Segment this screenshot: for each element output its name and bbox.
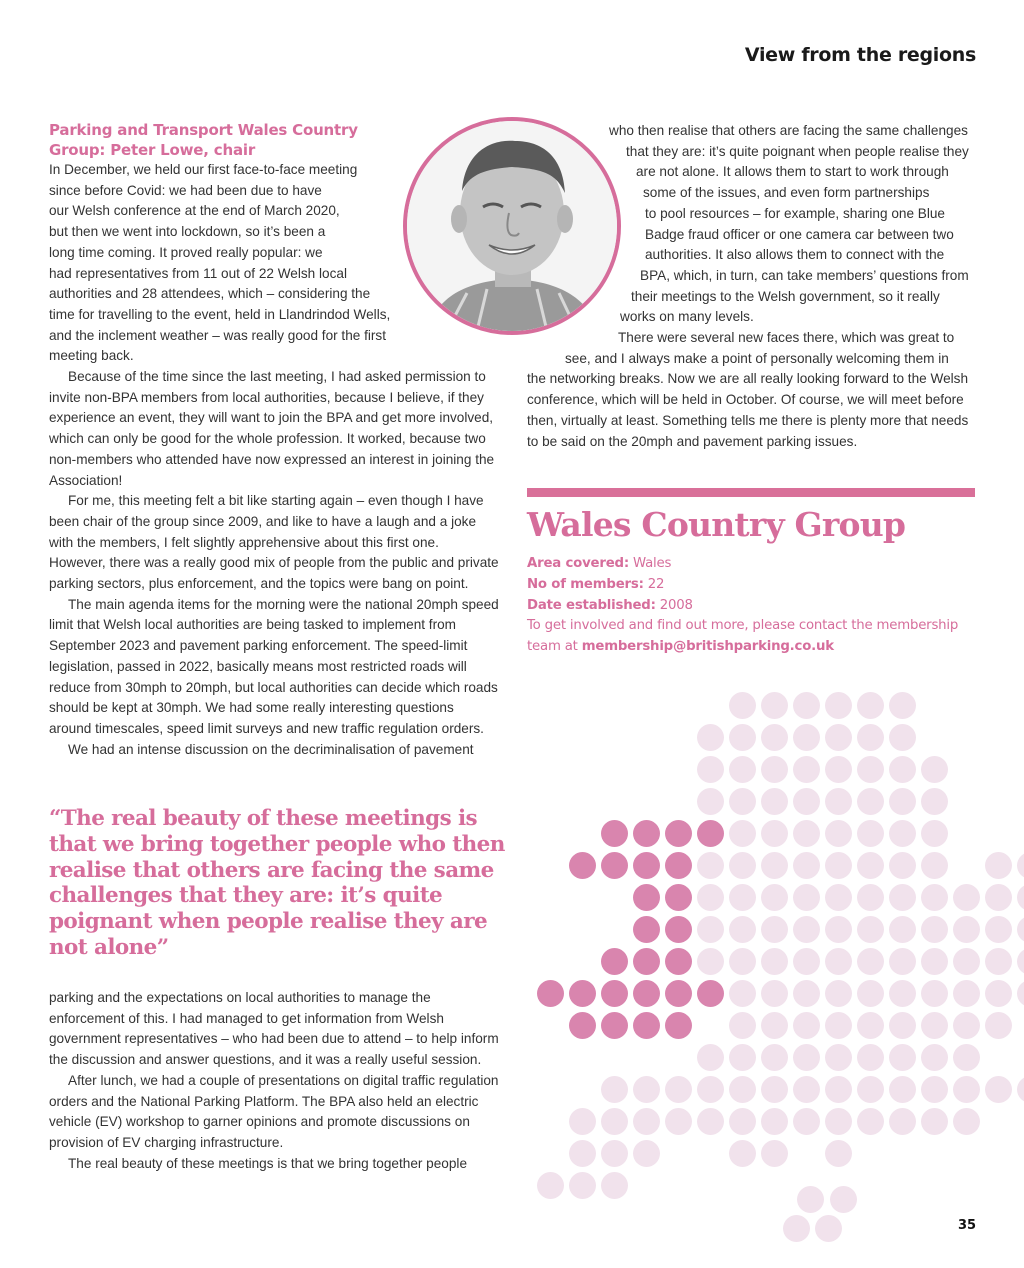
contact-line: team at membership@britishparking.co.uk bbox=[527, 639, 834, 655]
light-dot bbox=[1017, 948, 1024, 975]
light-dot bbox=[697, 884, 724, 911]
text-line: long time coming. It proved really popular: we bbox=[49, 244, 323, 260]
dark-dot bbox=[665, 852, 692, 879]
light-dot bbox=[1017, 916, 1024, 943]
light-dot bbox=[697, 756, 724, 783]
dark-dot bbox=[601, 820, 628, 847]
text-line: then, virtually at least. Something tells me there is plenty more that needs bbox=[527, 412, 969, 428]
light-dot bbox=[857, 948, 884, 975]
dark-dot bbox=[697, 820, 724, 847]
light-dot bbox=[985, 1012, 1012, 1039]
contact-text: To get involved and find out more, please contact the membership bbox=[527, 618, 959, 634]
light-dot bbox=[921, 1076, 948, 1103]
light-dot bbox=[889, 1012, 916, 1039]
article-left-column-continued bbox=[49, 988, 499, 1174]
light-dot bbox=[697, 1076, 724, 1103]
light-dot bbox=[985, 852, 1012, 879]
text-line: to pool resources – for example, sharing one Blue bbox=[645, 205, 945, 221]
light-dot bbox=[1017, 852, 1024, 879]
light-dot bbox=[793, 916, 820, 943]
light-dot bbox=[729, 916, 756, 943]
light-dot bbox=[921, 1044, 948, 1071]
light-dot bbox=[889, 852, 916, 879]
light-dot bbox=[729, 1108, 756, 1135]
light-dot bbox=[793, 1108, 820, 1135]
light-dot bbox=[825, 724, 852, 751]
dark-dot bbox=[569, 980, 596, 1007]
text-line: meeting back. bbox=[49, 348, 134, 364]
light-dot bbox=[921, 788, 948, 815]
text-line: their meetings to the Welsh government, so it really bbox=[631, 288, 940, 304]
light-dot bbox=[793, 756, 820, 783]
paragraph: The real beauty of these meetings is that we bring together people bbox=[68, 1155, 467, 1171]
light-dot bbox=[1017, 1076, 1024, 1103]
light-dot bbox=[1017, 980, 1024, 1007]
light-dot bbox=[761, 756, 788, 783]
text-line: authorities and 28 attendees, which – considering the bbox=[49, 286, 371, 302]
light-dot bbox=[601, 1076, 628, 1103]
light-dot bbox=[601, 1172, 628, 1199]
light-dot bbox=[761, 1108, 788, 1135]
light-dot bbox=[761, 820, 788, 847]
membership-email-link[interactable]: membership@britishparking.co.uk bbox=[581, 639, 834, 655]
light-dot bbox=[761, 916, 788, 943]
light-dot bbox=[825, 1044, 852, 1071]
text-line: time for travelling to the event, held in Llandrindod Wells, bbox=[49, 306, 391, 322]
paragraph: We had an intense discussion on the decriminalisation of pavement bbox=[68, 741, 474, 757]
light-dot bbox=[857, 916, 884, 943]
dark-dot bbox=[665, 884, 692, 911]
light-dot bbox=[569, 1140, 596, 1167]
light-dot bbox=[921, 1012, 948, 1039]
light-dot bbox=[985, 884, 1012, 911]
light-dot bbox=[889, 1108, 916, 1135]
light-dot bbox=[921, 756, 948, 783]
light-dot bbox=[633, 1108, 660, 1135]
light-dot bbox=[729, 1012, 756, 1039]
light-dot bbox=[953, 884, 980, 911]
light-dot bbox=[793, 724, 820, 751]
light-dot bbox=[793, 1044, 820, 1071]
light-dot bbox=[697, 1044, 724, 1071]
page-number: 35 bbox=[958, 1218, 977, 1233]
info-box-title: Wales Country Group bbox=[527, 505, 906, 544]
light-dot bbox=[761, 980, 788, 1007]
pull-quote: “The real beauty of these meetings is that we bring together people who then realise that others are facing the same challenges that they are: it’s quite poignant when people realise they are not alone” bbox=[49, 806, 505, 960]
light-dot bbox=[761, 1076, 788, 1103]
light-dot bbox=[729, 692, 756, 719]
text-line: the networking breaks. Now we are all really looking forward to the Welsh bbox=[527, 371, 969, 387]
light-dot bbox=[761, 852, 788, 879]
dark-dot bbox=[697, 980, 724, 1007]
light-dot bbox=[921, 948, 948, 975]
text-line: and the inclement weather – was really good for the first bbox=[49, 327, 387, 343]
text-line: see, and I always make a point of personally welcoming them in bbox=[565, 350, 949, 366]
paragraph: After lunch, we had a couple of presentations on digital traffic regulation orders and the National Parking Platform. The BPA also held an electric vehicle (EV) workshop to garner opinions and promote discussions on provision of EV charging infrastructure. bbox=[49, 1072, 499, 1150]
dark-dot bbox=[665, 820, 692, 847]
text-line: since before Covid: we had been due to have bbox=[49, 182, 322, 198]
light-dot bbox=[825, 980, 852, 1007]
light-dot bbox=[921, 980, 948, 1007]
light-dot bbox=[665, 1076, 692, 1103]
light-dot bbox=[793, 884, 820, 911]
light-dot bbox=[761, 1044, 788, 1071]
light-dot bbox=[825, 948, 852, 975]
light-dot bbox=[857, 788, 884, 815]
light-dot bbox=[697, 948, 724, 975]
dark-dot bbox=[633, 916, 660, 943]
dark-dot bbox=[665, 980, 692, 1007]
dark-dot bbox=[537, 980, 564, 1007]
dark-dot bbox=[633, 980, 660, 1007]
light-dot bbox=[857, 1012, 884, 1039]
light-dot bbox=[953, 948, 980, 975]
dark-dot bbox=[665, 1012, 692, 1039]
light-dot bbox=[761, 948, 788, 975]
text-line: our Welsh conference at the end of March 2020, bbox=[49, 203, 340, 219]
paragraph: Because of the time since the last meeting, I had asked permission to invite non-BPA members from local authorities, because I believe, if they experience an event, they will want to join the BPA and get more involved, which can only be good for the whole profession. It worked, because two non-members who attended have now expressed an interest in joining the Association! bbox=[49, 369, 495, 488]
light-dot bbox=[857, 724, 884, 751]
info-box-facts bbox=[527, 554, 977, 658]
light-dot bbox=[793, 948, 820, 975]
text-line: to be said on the 20mph and pavement parking issues. bbox=[527, 433, 858, 449]
light-dot bbox=[825, 852, 852, 879]
text-line: There were several new faces there, which was great to bbox=[618, 330, 955, 346]
light-dot bbox=[889, 884, 916, 911]
article-right-column bbox=[527, 121, 977, 452]
light-dot bbox=[761, 788, 788, 815]
light-dot bbox=[729, 756, 756, 783]
light-dot bbox=[985, 980, 1012, 1007]
light-dot bbox=[761, 724, 788, 751]
light-dot bbox=[953, 980, 980, 1007]
light-dot bbox=[825, 692, 852, 719]
text-line: but then we went into lockdown, so it’s been a bbox=[49, 224, 326, 240]
light-dot bbox=[729, 724, 756, 751]
light-dot bbox=[729, 1044, 756, 1071]
text-line: conference, which will be held in October. Of course, we will meet before bbox=[527, 392, 964, 408]
light-dot bbox=[793, 820, 820, 847]
light-dot bbox=[569, 1172, 596, 1199]
dark-dot bbox=[601, 980, 628, 1007]
fact-members: No of members: 22 bbox=[527, 576, 665, 592]
light-dot bbox=[889, 1076, 916, 1103]
dark-dot bbox=[601, 948, 628, 975]
light-dot bbox=[857, 884, 884, 911]
paragraph: The main agenda items for the morning were the national 20mph speed limit that Welsh local authorities are being tasked to implement from September 2023 and pavement parking enforcement. The speed-limit legislation, passed in 2022, basically means most restricted roads will reduce from 30mph to 20mph, but local authorities can decide which roads should be kept at 30mph. We had some really interesting questions around timescales, speed limit surveys and new traffic regulation orders. bbox=[49, 596, 499, 736]
light-dot bbox=[665, 1108, 692, 1135]
text-line: that they are: it’s quite poignant when people realise they bbox=[626, 143, 969, 159]
light-dot bbox=[825, 756, 852, 783]
light-dot bbox=[857, 1108, 884, 1135]
light-dot bbox=[793, 1012, 820, 1039]
fact-date-established: Date established: 2008 bbox=[527, 597, 693, 613]
light-dot bbox=[697, 1108, 724, 1135]
light-dot bbox=[729, 948, 756, 975]
light-dot bbox=[729, 1140, 756, 1167]
light-dot bbox=[985, 1076, 1012, 1103]
light-dot bbox=[921, 820, 948, 847]
light-dot bbox=[985, 916, 1012, 943]
light-dot bbox=[830, 1186, 857, 1213]
light-dot bbox=[697, 916, 724, 943]
light-dot bbox=[921, 884, 948, 911]
light-dot bbox=[825, 788, 852, 815]
text-line: authorities. It also allows them to connect with the bbox=[645, 247, 945, 263]
light-dot bbox=[797, 1186, 824, 1213]
dark-dot bbox=[633, 1012, 660, 1039]
dark-dot bbox=[569, 1012, 596, 1039]
light-dot bbox=[889, 916, 916, 943]
paragraph: For me, this meeting felt a bit like starting again – even though I have been chair of the group since 2009, and like to have a laugh and a joke with the members, I felt slightly apprehensive about this first one. However, there was a really good mix of people from the public and private parking sectors, plus enforcement, and the topics were bang on point. bbox=[49, 493, 499, 592]
light-dot bbox=[889, 820, 916, 847]
light-dot bbox=[793, 1076, 820, 1103]
light-dot bbox=[793, 852, 820, 879]
light-dot bbox=[793, 788, 820, 815]
light-dot bbox=[601, 1108, 628, 1135]
light-dot bbox=[815, 1215, 842, 1242]
light-dot bbox=[729, 980, 756, 1007]
light-dot bbox=[697, 852, 724, 879]
dark-dot bbox=[633, 948, 660, 975]
light-dot bbox=[857, 852, 884, 879]
light-dot bbox=[729, 820, 756, 847]
light-dot bbox=[697, 788, 724, 815]
light-dot bbox=[633, 1076, 660, 1103]
light-dot bbox=[953, 916, 980, 943]
text-line: Badge fraud officer or one camera car between two bbox=[645, 226, 954, 242]
light-dot bbox=[889, 788, 916, 815]
text-line: are not alone. It allows them to start to work through bbox=[636, 164, 949, 180]
section-title: View from the regions bbox=[744, 44, 976, 66]
light-dot bbox=[825, 1108, 852, 1135]
light-dot bbox=[825, 916, 852, 943]
dark-dot bbox=[569, 852, 596, 879]
fact-area-covered: Area covered: Wales bbox=[527, 556, 672, 571]
light-dot bbox=[761, 692, 788, 719]
light-dot bbox=[825, 1012, 852, 1039]
light-dot bbox=[825, 820, 852, 847]
dark-dot bbox=[665, 948, 692, 975]
light-dot bbox=[569, 1108, 596, 1135]
light-dot bbox=[953, 1044, 980, 1071]
light-dot bbox=[825, 1140, 852, 1167]
light-dot bbox=[1017, 884, 1024, 911]
light-dot bbox=[953, 1012, 980, 1039]
dark-dot bbox=[633, 884, 660, 911]
dark-dot bbox=[601, 852, 628, 879]
light-dot bbox=[857, 980, 884, 1007]
light-dot bbox=[921, 916, 948, 943]
light-dot bbox=[857, 1044, 884, 1071]
light-dot bbox=[825, 884, 852, 911]
light-dot bbox=[761, 1140, 788, 1167]
text-line: who then realise that others are facing the same challenges bbox=[609, 123, 968, 138]
light-dot bbox=[889, 980, 916, 1007]
paragraph: parking and the expectations on local authorities to manage the enforcement of this. I had managed to get information from Welsh government representatives – who had been due to attend – to help inform the discussion and answer questions, and it was a really useful session. bbox=[49, 990, 499, 1068]
light-dot bbox=[889, 1044, 916, 1071]
light-dot bbox=[857, 820, 884, 847]
light-dot bbox=[761, 884, 788, 911]
light-dot bbox=[889, 692, 916, 719]
light-dot bbox=[857, 1076, 884, 1103]
light-dot bbox=[793, 692, 820, 719]
light-dot bbox=[537, 1172, 564, 1199]
light-dot bbox=[633, 1140, 660, 1167]
light-dot bbox=[953, 1108, 980, 1135]
dark-dot bbox=[665, 916, 692, 943]
light-dot bbox=[729, 788, 756, 815]
light-dot bbox=[697, 724, 724, 751]
light-dot bbox=[761, 1012, 788, 1039]
light-dot bbox=[601, 1140, 628, 1167]
light-dot bbox=[889, 724, 916, 751]
text-line: BPA, which, in turn, can take members’ questions from bbox=[640, 267, 969, 283]
light-dot bbox=[783, 1215, 810, 1242]
dark-dot bbox=[601, 1012, 628, 1039]
text-line: some of the issues, and even form partnerships bbox=[643, 185, 930, 201]
light-dot bbox=[921, 1108, 948, 1135]
article-subheading: Parking and Transport Wales Country Group: Peter Lowe, chair bbox=[49, 121, 358, 159]
light-dot bbox=[953, 1076, 980, 1103]
light-dot bbox=[729, 1076, 756, 1103]
light-dot bbox=[921, 852, 948, 879]
light-dot bbox=[857, 692, 884, 719]
light-dot bbox=[889, 756, 916, 783]
light-dot bbox=[825, 1076, 852, 1103]
light-dot bbox=[793, 980, 820, 1007]
text-line: works on many levels. bbox=[620, 309, 754, 325]
light-dot bbox=[985, 948, 1012, 975]
text-line: had representatives from 11 out of 22 Welsh local bbox=[49, 265, 347, 281]
dark-dot bbox=[633, 820, 660, 847]
light-dot bbox=[857, 756, 884, 783]
text-line: In December, we held our first face-to-face meeting bbox=[49, 162, 358, 177]
dark-dot bbox=[633, 852, 660, 879]
light-dot bbox=[729, 852, 756, 879]
light-dot bbox=[729, 884, 756, 911]
section-divider-bar bbox=[527, 488, 975, 497]
light-dot bbox=[889, 948, 916, 975]
